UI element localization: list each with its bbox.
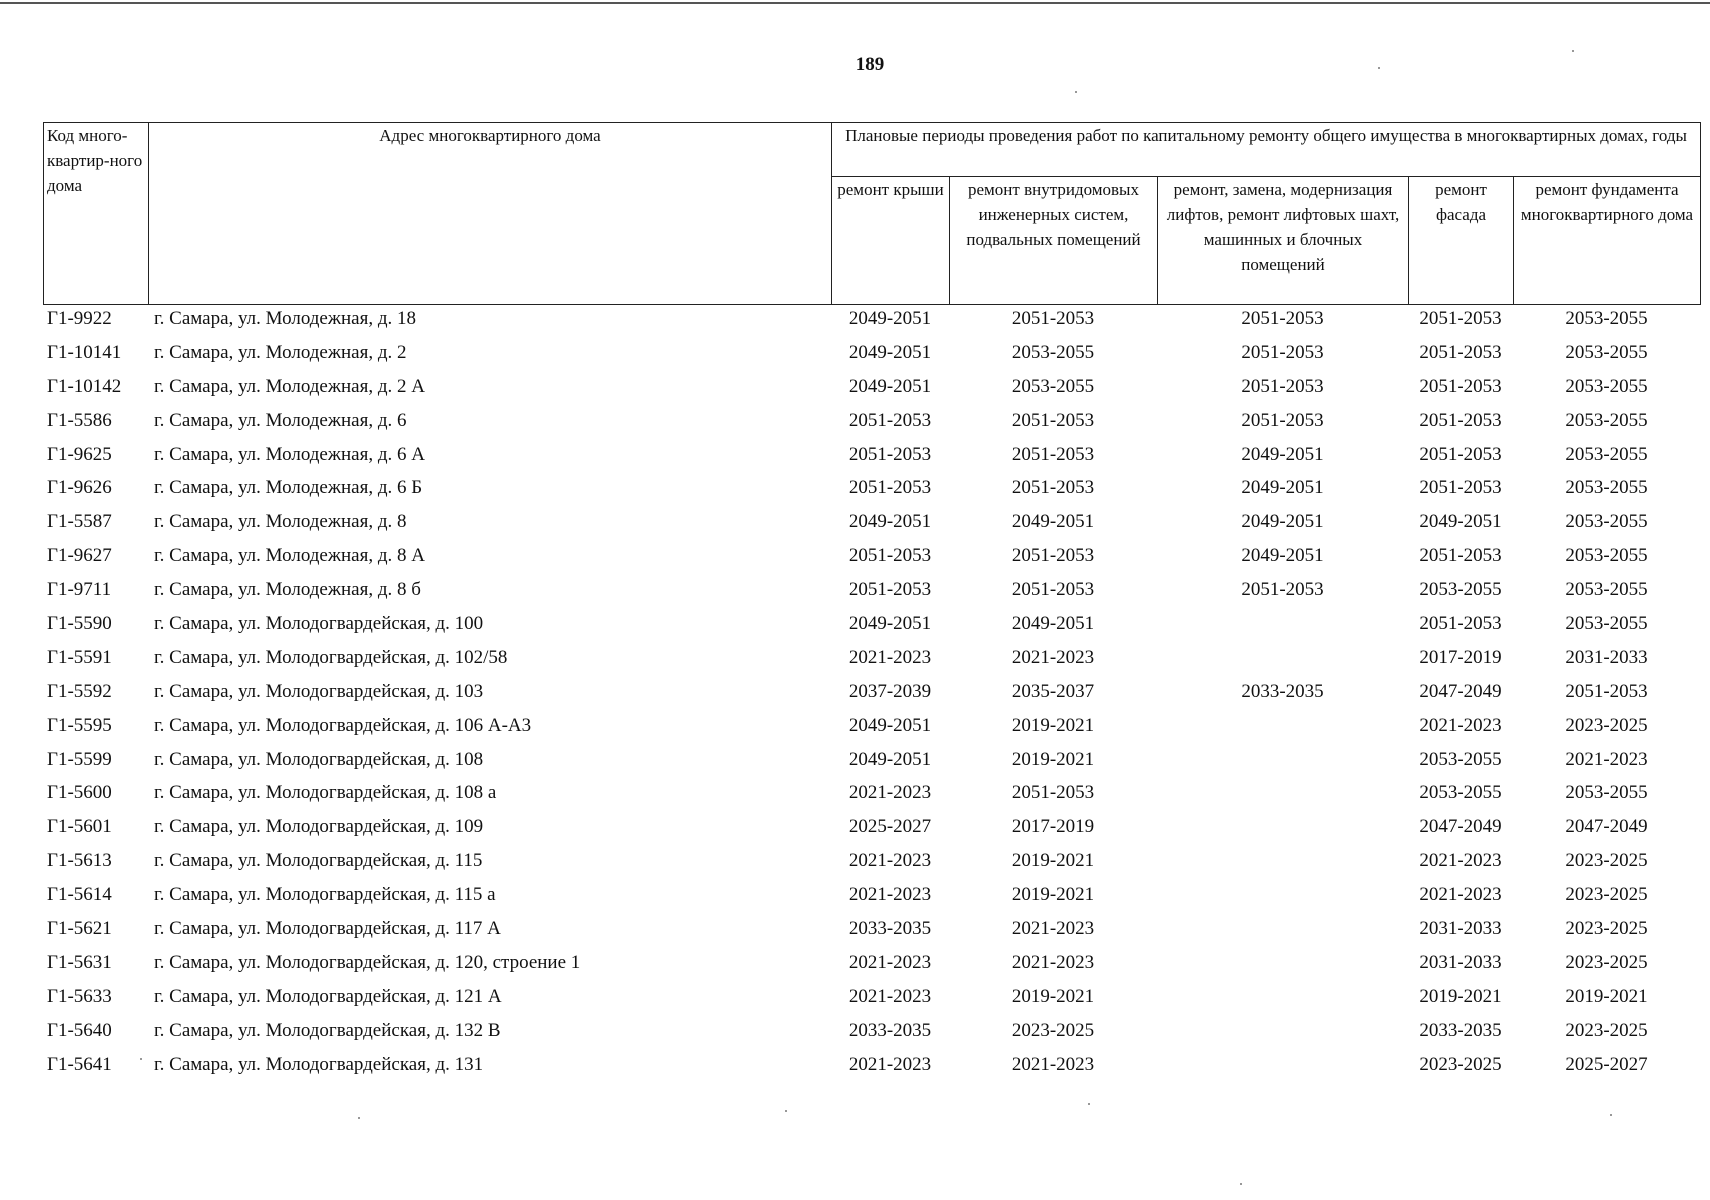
table-row: [43, 984, 1700, 1018]
cell-address: г. Самара, ул. Молодежная, д. 6: [154, 409, 407, 431]
cell-address: г. Самара, ул. Молодежная, д. 8 б: [154, 579, 421, 601]
cell-roof: 2021-2023: [848, 1053, 932, 1075]
cell-code: Г1-5621: [47, 918, 112, 940]
cell-facade: 2021-2023: [1419, 714, 1502, 736]
cell-engineering: 2035-2037: [1011, 680, 1095, 702]
cell-facade: 2051-2053: [1419, 341, 1502, 363]
cell-engineering: 2021-2023: [1011, 646, 1095, 668]
cell-lifts: 2033-2035: [1241, 680, 1324, 702]
cell-foundation: 2053-2055: [1565, 308, 1648, 329]
cell-facade: 2031-2033: [1419, 918, 1502, 940]
table-row: [43, 780, 1700, 814]
cell-address: г. Самара, ул. Молодогвардейская, д. 120, строение 1: [154, 951, 581, 973]
table-body: [43, 306, 1700, 1085]
cell-roof: 2049-2051: [848, 613, 932, 635]
cell-roof: 2033-2035: [848, 1019, 932, 1041]
cell-roof: 2051-2053: [848, 545, 932, 567]
cell-foundation: 2023-2025: [1565, 850, 1648, 872]
cell-address: г. Самара, ул. Молодогвардейская, д. 100: [154, 613, 484, 635]
cell-foundation: 2051-2053: [1565, 680, 1648, 702]
cell-facade: 2051-2053: [1419, 477, 1502, 499]
table-row: [43, 713, 1700, 747]
cell-roof: 2021-2023: [848, 951, 932, 973]
cell-roof: 2049-2051: [848, 375, 932, 397]
cell-facade: 2051-2053: [1419, 308, 1502, 329]
cell-roof: 2021-2023: [848, 985, 932, 1007]
cell-code: Г1-5631: [47, 951, 112, 973]
cell-roof: 2051-2053: [848, 579, 932, 601]
page-top-border: [0, 2, 1710, 4]
cell-engineering: 2053-2055: [1011, 341, 1095, 363]
cell-facade: 2051-2053: [1419, 443, 1502, 465]
cell-facade: 2047-2049: [1419, 680, 1502, 702]
cell-facade: 2051-2053: [1419, 409, 1502, 431]
table-row: [43, 882, 1700, 916]
cell-engineering: 2053-2055: [1011, 375, 1095, 397]
cell-engineering: 2051-2053: [1011, 308, 1095, 329]
cell-address: г. Самара, ул. Молодогвардейская, д. 115 а: [154, 884, 496, 906]
cell-facade: 2021-2023: [1419, 850, 1502, 872]
cell-address: г. Самара, ул. Молодогвардейская, д. 131: [154, 1053, 484, 1075]
cell-foundation: 2031-2033: [1565, 646, 1648, 668]
cell-engineering: 2051-2053: [1011, 409, 1095, 431]
cell-facade: 2021-2023: [1419, 884, 1502, 906]
cell-roof: 2021-2023: [848, 850, 932, 872]
cell-code: Г1-9627: [47, 545, 112, 567]
cell-roof: 2049-2051: [848, 511, 932, 533]
cell-address: г. Самара, ул. Молодежная, д. 6 Б: [154, 477, 423, 499]
cell-engineering: 2021-2023: [1011, 951, 1095, 973]
cell-roof: 2021-2023: [848, 782, 932, 804]
cell-engineering: 2049-2051: [1011, 613, 1095, 635]
cell-foundation: 2053-2055: [1565, 579, 1648, 601]
cell-foundation: 2021-2023: [1565, 748, 1648, 770]
cell-facade: 2051-2053: [1419, 545, 1502, 567]
cell-roof: 2025-2027: [848, 816, 932, 838]
cell-engineering: 2021-2023: [1011, 1053, 1095, 1075]
cell-roof: 2049-2051: [848, 308, 932, 329]
cell-address: г. Самара, ул. Молодежная, д. 2: [154, 341, 407, 363]
cell-foundation: 2053-2055: [1565, 613, 1648, 635]
table-row: [43, 340, 1700, 374]
cell-facade: 2049-2051: [1419, 511, 1502, 533]
cell-foundation: 2053-2055: [1565, 375, 1648, 397]
cell-lifts: 2051-2053: [1241, 579, 1324, 601]
cell-code: Г1-9922: [47, 308, 112, 329]
cell-facade: 2051-2053: [1419, 613, 1502, 635]
cell-foundation: 2053-2055: [1565, 477, 1648, 499]
cell-facade: 2053-2055: [1419, 579, 1502, 601]
cell-address: г. Самара, ул. Молодежная, д. 8: [154, 511, 407, 533]
page-number: 189: [855, 54, 885, 75]
cell-roof: 2051-2053: [848, 477, 932, 499]
cell-code: Г1-5601: [47, 816, 112, 838]
cell-facade: 2047-2049: [1419, 816, 1502, 838]
cell-code: Г1-5640: [47, 1019, 112, 1041]
cell-foundation: 2053-2055: [1565, 545, 1648, 567]
cell-engineering: 2019-2021: [1011, 985, 1095, 1007]
cell-code: Г1-9626: [47, 477, 112, 499]
cell-engineering: 2017-2019: [1011, 816, 1095, 838]
cell-roof: 2021-2023: [848, 646, 932, 668]
table-row: [43, 1018, 1700, 1052]
cell-address: г. Самара, ул. Молодогвардейская, д. 108: [154, 748, 484, 770]
table-row: [43, 374, 1700, 408]
cell-engineering: 2051-2053: [1011, 545, 1095, 567]
cell-code: Г1-5595: [47, 714, 112, 736]
cell-foundation: 2023-2025: [1565, 951, 1648, 973]
cell-address: г. Самара, ул. Молодогвардейская, д. 108 а: [154, 782, 497, 804]
cell-code: Г1-9711: [47, 579, 112, 601]
cell-foundation: 2019-2021: [1565, 985, 1648, 1007]
cell-code: Г1-5600: [47, 782, 112, 804]
table-row: [43, 611, 1700, 645]
cell-code: Г1-5591: [47, 646, 112, 668]
cell-address: г. Самара, ул. Молодогвардейская, д. 132 В: [154, 1019, 501, 1041]
cell-address: г. Самара, ул. Молодогвардейская, д. 117 А: [154, 918, 501, 940]
cell-code: Г1-5633: [47, 985, 112, 1007]
cell-engineering: 2021-2023: [1011, 918, 1095, 940]
cell-facade: 2017-2019: [1419, 646, 1502, 668]
cell-engineering: 2051-2053: [1011, 782, 1095, 804]
cell-code: Г1-5599: [47, 748, 112, 770]
cell-facade: 2023-2025: [1419, 1053, 1502, 1075]
cell-foundation: 2053-2055: [1565, 782, 1648, 804]
cell-roof: 2049-2051: [848, 748, 932, 770]
table-row: [43, 475, 1700, 509]
cell-foundation: 2023-2025: [1565, 714, 1648, 736]
cell-address: г. Самара, ул. Молодежная, д. 8 А: [154, 545, 425, 567]
cell-lifts: 2049-2051: [1241, 511, 1324, 533]
cell-code: Г1-5590: [47, 613, 112, 635]
cell-engineering: 2051-2053: [1011, 579, 1095, 601]
table-row: [43, 916, 1700, 950]
cell-lifts: 2051-2053: [1241, 308, 1324, 329]
cell-lifts: 2051-2053: [1241, 341, 1324, 363]
cell-foundation: 2047-2049: [1565, 816, 1648, 838]
cell-facade: 2053-2055: [1419, 782, 1502, 804]
cell-code: Г1-10142: [47, 375, 122, 397]
cell-roof: 2049-2051: [848, 341, 932, 363]
cell-code: Г1-5586: [47, 409, 112, 431]
cell-code: Г1-10141: [47, 341, 122, 363]
cell-code: Г1-9625: [47, 443, 112, 465]
cell-foundation: 2053-2055: [1565, 409, 1648, 431]
cell-address: г. Самара, ул. Молодогвардейская, д. 115: [154, 850, 483, 872]
cell-lifts: 2049-2051: [1241, 443, 1324, 465]
table-row: [43, 1052, 1700, 1086]
cell-facade: 2031-2033: [1419, 951, 1502, 973]
cell-address: г. Самара, ул. Молодогвардейская, д. 102/58: [154, 646, 508, 668]
cell-foundation: 2023-2025: [1565, 884, 1648, 906]
table-row: [43, 645, 1700, 679]
cell-code: Г1-5592: [47, 680, 112, 702]
header-foundation: ремонт фундамента многоквартирного дома: [1514, 177, 1701, 305]
table-row: [43, 509, 1700, 543]
header-facade: ремонт фасада: [1409, 177, 1514, 305]
cell-engineering: 2019-2021: [1011, 850, 1095, 872]
cell-code: Г1-5613: [47, 850, 112, 872]
cell-address: г. Самара, ул. Молодежная, д. 18: [154, 308, 417, 329]
cell-roof: 2021-2023: [848, 884, 932, 906]
cell-engineering: 2051-2053: [1011, 443, 1095, 465]
table-row: [43, 408, 1700, 442]
cell-lifts: 2051-2053: [1241, 409, 1324, 431]
cell-roof: 2037-2039: [848, 680, 932, 702]
table-header: [43, 122, 1701, 305]
cell-foundation: 2053-2055: [1565, 511, 1648, 533]
cell-engineering: 2019-2021: [1011, 748, 1095, 770]
cell-foundation: 2053-2055: [1565, 341, 1648, 363]
cell-lifts: 2049-2051: [1241, 545, 1324, 567]
table-row: [43, 442, 1700, 476]
cell-foundation: 2025-2027: [1565, 1053, 1648, 1075]
cell-engineering: 2051-2053: [1011, 477, 1095, 499]
cell-engineering: 2023-2025: [1011, 1019, 1095, 1041]
table-row: [43, 747, 1700, 781]
cell-foundation: 2023-2025: [1565, 1019, 1648, 1041]
table-row: [43, 950, 1700, 984]
cell-facade: 2051-2053: [1419, 375, 1502, 397]
cell-address: г. Самара, ул. Молодогвардейская, д. 121 А: [154, 985, 502, 1007]
cell-roof: 2051-2053: [848, 443, 932, 465]
table-row: [43, 543, 1700, 577]
cell-engineering: 2019-2021: [1011, 884, 1095, 906]
cell-code: Г1-5614: [47, 884, 112, 906]
cell-engineering: 2019-2021: [1011, 714, 1095, 736]
table-row: [43, 679, 1700, 713]
cell-facade: 2053-2055: [1419, 748, 1502, 770]
header-code: Код много-квартир-ного дома: [44, 123, 149, 305]
header-roof: ремонт крыши: [832, 177, 950, 305]
cell-code: Г1-5587: [47, 511, 112, 533]
header-periods: Плановые периоды проведения работ по капитальному ремонту общего имущества в многоквартирных домах, годы: [832, 123, 1701, 177]
table-row: [43, 306, 1700, 340]
table-row: [43, 577, 1700, 611]
cell-roof: 2033-2035: [848, 918, 932, 940]
cell-roof: 2051-2053: [848, 409, 932, 431]
cell-address: г. Самара, ул. Молодогвардейская, д. 109: [154, 816, 484, 838]
cell-address: г. Самара, ул. Молодогвардейская, д. 106 А-А3: [154, 714, 532, 736]
cell-address: г. Самара, ул. Молодежная, д. 6 А: [154, 443, 425, 465]
cell-foundation: 2053-2055: [1565, 443, 1648, 465]
cell-code: Г1-5641: [47, 1053, 112, 1075]
header-lifts: ремонт, замена, модернизация лифтов, ремонт лифтовых шахт, машинных и блочных помещений: [1158, 177, 1409, 305]
cell-foundation: 2023-2025: [1565, 918, 1648, 940]
table-row: [43, 814, 1700, 848]
cell-address: г. Самара, ул. Молодежная, д. 2 А: [154, 375, 425, 397]
cell-roof: 2049-2051: [848, 714, 932, 736]
cell-facade: 2033-2035: [1419, 1019, 1502, 1041]
cell-lifts: 2051-2053: [1241, 375, 1324, 397]
cell-facade: 2019-2021: [1419, 985, 1502, 1007]
cell-address: г. Самара, ул. Молодогвардейская, д. 103: [154, 680, 484, 702]
table-row: [43, 848, 1700, 882]
header-address: Адрес многоквартирного дома: [149, 123, 832, 305]
header-engineering: ремонт внутридомовых инженерных систем, подвальных помещений: [950, 177, 1158, 305]
cell-engineering: 2049-2051: [1011, 511, 1095, 533]
cell-lifts: 2049-2051: [1241, 477, 1324, 499]
